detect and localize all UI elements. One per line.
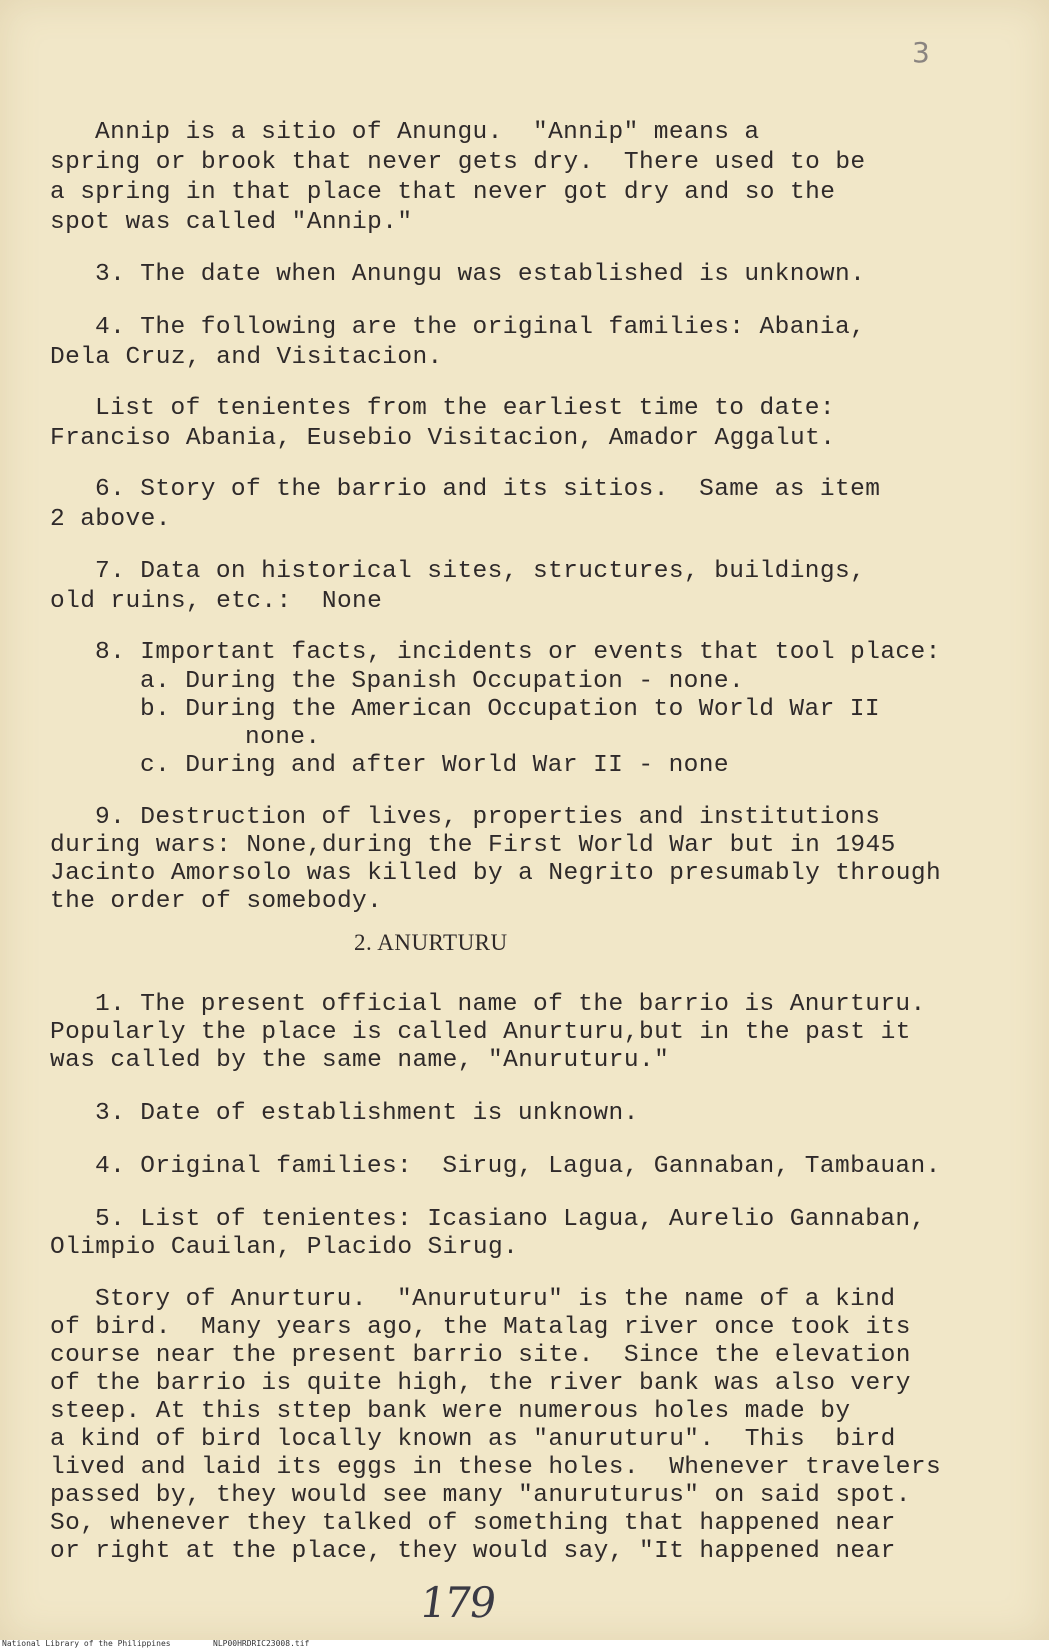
anurturu-item-5-line: Olimpio Cauilan, Placido Sirug. — [50, 1234, 519, 1261]
item-8-line: 8. Important facts, incidents or events that tool place: — [95, 639, 941, 666]
item-8-sub-c: c. During and after World War II - none — [140, 752, 729, 779]
item-3: 3. The date when Anungu was established is unknown. — [95, 261, 866, 288]
tenientes-line: Franciso Abania, Eusebio Visitacion, Amador Aggalut. — [50, 425, 836, 452]
anurturu-item-3: 3. Date of establishment is unknown. — [95, 1100, 639, 1127]
item-6-line: 6. Story of the barrio and its sitios. Same as item — [95, 476, 881, 503]
item-6-line: 2 above. — [50, 506, 171, 533]
handwritten-page-number: 179 — [416, 1578, 498, 1627]
story-line: of bird. Many years ago, the Matalag river once took its — [50, 1314, 911, 1341]
anurturu-item-1-line: Popularly the place is called Anurturu,but in the past it — [50, 1019, 911, 1046]
paragraph-line: a spring in that place that never got dry and so the — [50, 179, 836, 206]
item-9-line: the order of somebody. — [50, 888, 383, 915]
anurturu-item-5-line: 5. List of tenientes: Icasiano Lagua, Aurelio Gannaban, — [95, 1206, 926, 1233]
paragraph-line: Annip is a sitio of Anungu. "Annip" means a — [95, 119, 760, 146]
paragraph-line: spot was called "Annip." — [50, 209, 413, 236]
item-4-line: Dela Cruz, and Visitacion. — [50, 344, 443, 371]
item-9-line: 9. Destruction of lives, properties and institutions — [95, 804, 881, 831]
item-8-sub-b-cont: none. — [245, 724, 321, 751]
story-line: course near the present barrio site. Since the elevation — [50, 1342, 911, 1369]
item-9-line: Jacinto Amorsolo was killed by a Negrito presumably through — [50, 860, 942, 887]
story-line: lived and laid its eggs in these holes. Whenever travelers — [50, 1454, 942, 1481]
item-4-line: 4. The following are the original families: Abania, — [95, 314, 866, 341]
item-9-line: during wars: None,during the First World War but in 1945 — [50, 832, 896, 859]
story-line: steep. At this sttep bank were numerous holes made by — [50, 1398, 851, 1425]
tenientes-line: List of tenientes from the earliest time to date: — [95, 395, 836, 422]
section-heading: 2. ANURTURU — [354, 930, 508, 955]
page-number: 3 — [912, 36, 930, 69]
anurturu-item-1-line: was called by the same name, "Anuruturu." — [50, 1047, 670, 1074]
story-line: passed by, they would see many "anuruturus" on said spot. — [50, 1482, 911, 1509]
footer-filename: NLP00HRDRIC23008.tif — [213, 1639, 310, 1648]
item-8-sub-b: b. During the American Occupation to World War II — [140, 696, 881, 723]
story-line: or right at the place, they would say, "It happened near — [50, 1538, 896, 1565]
story-line: of the barrio is quite high, the river bank was also very — [50, 1370, 911, 1397]
story-line: a kind of bird locally known as "anuruturu". This bird — [50, 1426, 896, 1453]
story-line: So, whenever they talked of something that happened near — [50, 1510, 896, 1537]
anurturu-item-1-line: 1. The present official name of the barrio is Anurturu. — [95, 991, 926, 1018]
item-7-line: 7. Data on historical sites, structures, buildings, — [95, 558, 866, 585]
story-line: Story of Anurturu. "Anuruturu" is the name of a kind — [95, 1286, 896, 1313]
item-8-sub-a: a. During the Spanish Occupation - none. — [140, 668, 745, 695]
anurturu-item-4: 4. Original families: Sirug, Lagua, Gannaban, Tambauan. — [95, 1153, 941, 1180]
paragraph-line: spring or brook that never gets dry. There used to be — [50, 149, 866, 176]
item-7-line: old ruins, etc.: None — [50, 588, 383, 615]
footer-library: National Library of the Philippines — [2, 1639, 171, 1648]
